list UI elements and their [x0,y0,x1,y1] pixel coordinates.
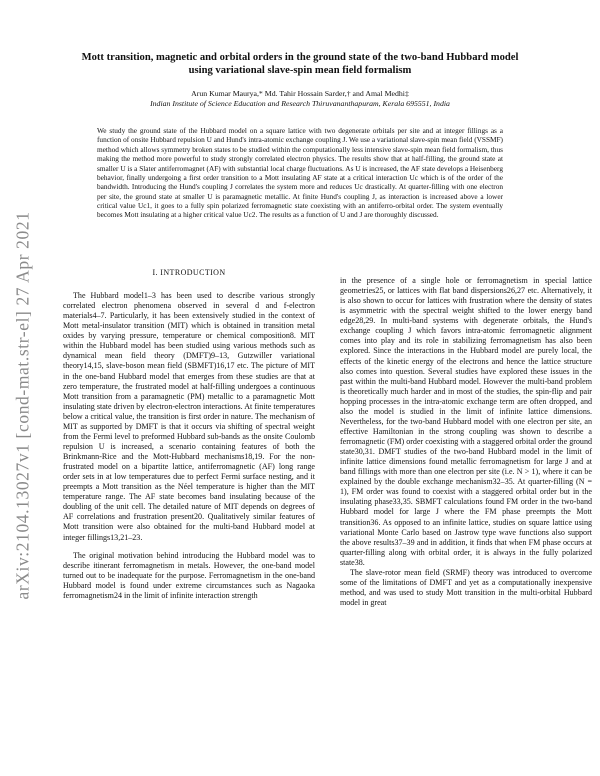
right-column [340,276,592,608]
intro-paragraph-3: The slave-rotor mean field (SRMF) theory was introduced to overcome some of the limitations of DMFT and yet as a computationally inexpensive method, and was used to study Mott transition in the multi-orbital Hubbard model in great [340,567,592,607]
intro-paragraph-2: The original motivation behind introducing the Hubbard model was to describe itinerant ferromagnetism in metals. However, the one-band model turned out to be inadequate for the purpose. Ferromagnetism in the one-band Hubbard model is found under extreme circumstances such as Nagaoka ferromagnetism24 in the limit of infinite interaction strength [63,550,315,600]
left-column [63,291,315,601]
paper-title [60,51,540,78]
section-heading: I. INTRODUCTION [152,268,226,277]
abstract: We study the ground state of the Hubbard model on a square lattice with two degenerate orbitals per site and at integer fillings as a function of onsite Hubbard repulsion U and Hund's intra-atomic exchange coupling J. We use a variational slave-spin mean field (VSSMF) method which allows symmetry broken states to be studied within the computationally less intensive slave-spin mean field formalism, thus making the method more powerful to study strongly correlated electron physics. The results show that at half-filling, the ground state at smaller U is a Slater antiferromagnet (AF) with substantial local charge fluctuations. As U is increased, the AF state develops a Heisenberg behavior, finally undergoing a first order transition to a Mott insulating AF state at a critical interaction Uc which is of the order of the bandwidth. Introducing the Hund's coupling J correlates the system more and reduces Uc drastically. At quarter-filling with one electron per site, the ground state at smaller U is paramagnetic metallic. At finite Hund's coupling J, as interaction is increased above a lower critical value Uc1, it goes to a fully spin polarized ferromagnetic state coexisting with an antiferro-orbital order. The system eventually becomes Mott insulating at a higher critical value Uc2. The results as a function of U and J are thoroughly discussed. [97,126,503,220]
title-line-2: using variational slave-spin mean field formalism [188,65,412,77]
intro-paragraph-1: The Hubbard model1–3 has been used to describe various strongly correlated electron phenomena observed in several d and f-electron materials4–7. Particularly, it has been extensively studied in the context of Mott metal-insulator transition (MIT) which is obtained in transition metal oxides by varying pressure, temperature or chemical composition8. MIT within the Hubbard model has been studied using various methods such as dynamical mean field theory (DMFT)9–13, Gutzwiller variational theory14,15, slave-boson mean field (SBMFT)16,17 etc. The picture of MIT in the one-band Hubbard model that emerges from these studies are that at zero temperature, the frustrated model at half-filling undergoes a continuous Mott transition from a paramagnetic (PM) metallic to a paramagnetic Mott insulating state driven by electron-electron interactions. At finite temperatures below a critical value, the transition is first order in nature. The mechanism of MIT as supported by DMFT is that it occurs via shifting of spectral weight from the Fermi level to preformed Hubbard sub-bands as the onsite Coulomb repulsion U is increased, a scenario containing features of both the Brinkmann-Rice and the Mott-Hubbard mechanisms18,19. For the non-frustrated model on a bipartite lattice, antiferromagnetic (AF) long range order sets in at low temperatures due to perfect Fermi surface nesting, and it preempts a Mott transition as the Néel temperature is higher than the MIT temperature range. The AF state becomes band insulating because of the doubling of the unit cell. The detailed nature of MIT depends on degrees of AF correlations and frustration present20. Qualitatively similar features of Mott transition were also obtained for the multi-band Hubbard model at integer fillings13,21–23. [63,291,315,542]
authors: Arun Kumar Maurya,* Md. Tahir Hossain Sarder,† and Amal Medhi‡ [191,89,409,98]
intro-paragraph-2-cont: in the presence of a single hole or ferromagnetism in special lattice geometries25, or lattices with flat band dispersions26,27 etc. Alternatively, it is also shown to occur for lattices with frustration where the density of states is asymmetric with the spectral weight shifted to the lower energy band edge28,29. In multi-band systems with degenerate orbitals, the Hund's exchange coupling J which favors intra-atomic ferromagnetic alignment comes into play and its role in stabilizing ferromagnetism has also been explored. Since the interactions in the Hubbard model are purely local, the effects of the kinetic energy of the electrons and hence the lattice structure also comes into question. Several studies have explored these issues in the past within the multi-band Hubbard model. However the multi-band problem is theoretically much harder and in most of the studies, the spin-flip and pair hopping processes in the intra-atomic exchange term are often dropped, and also the model is studied in the limit of infinite lattice dimensions. Nevertheless, for the two-band Hubbard model with one electron per site, an effective Hamiltonian in the strong coupling was shown to describe a ferromagnetic (FM) order coexisting with a staggered orbital order the ground state30,31. DMFT studies of the two-band Hubbard model in the limit of infinite lattice dimensions found metallic ferromagnetism for large J and at band fillings with more than one electron per site (i.e. N > 1), where it can be explained by the double exchange mechanism32–35. At quarter-filling (N = 1), FM order was found to coexist with a staggered orbital order but in the insulating phase33,35. SBMFT calculations found FM order in the two-band Hubbard model for large J where the FM phase preempts the Mott transition36. As opposed to an infinite lattice, studies on square lattice using variational Monte Carlo based on Jastrow type wave functions also support the above results37–39 and in addition, it finds that when FM phase occurs at quarter-filling along with orbital order, it is always in the fully polarized state38. [340,276,592,567]
title-line-1: Mott transition, magnetic and orbital orders in the ground state of the two-band Hubbard model [81,52,519,63]
arxiv-watermark [6,195,40,615]
affiliation: Indian Institute of Science Education and Research Thiruvananthapuram, Kerala 695551, India [150,99,450,108]
arxiv-id: arXiv:2104.13027v1 [cond-mat.str-el] 27 Apr 2021 [12,210,33,600]
